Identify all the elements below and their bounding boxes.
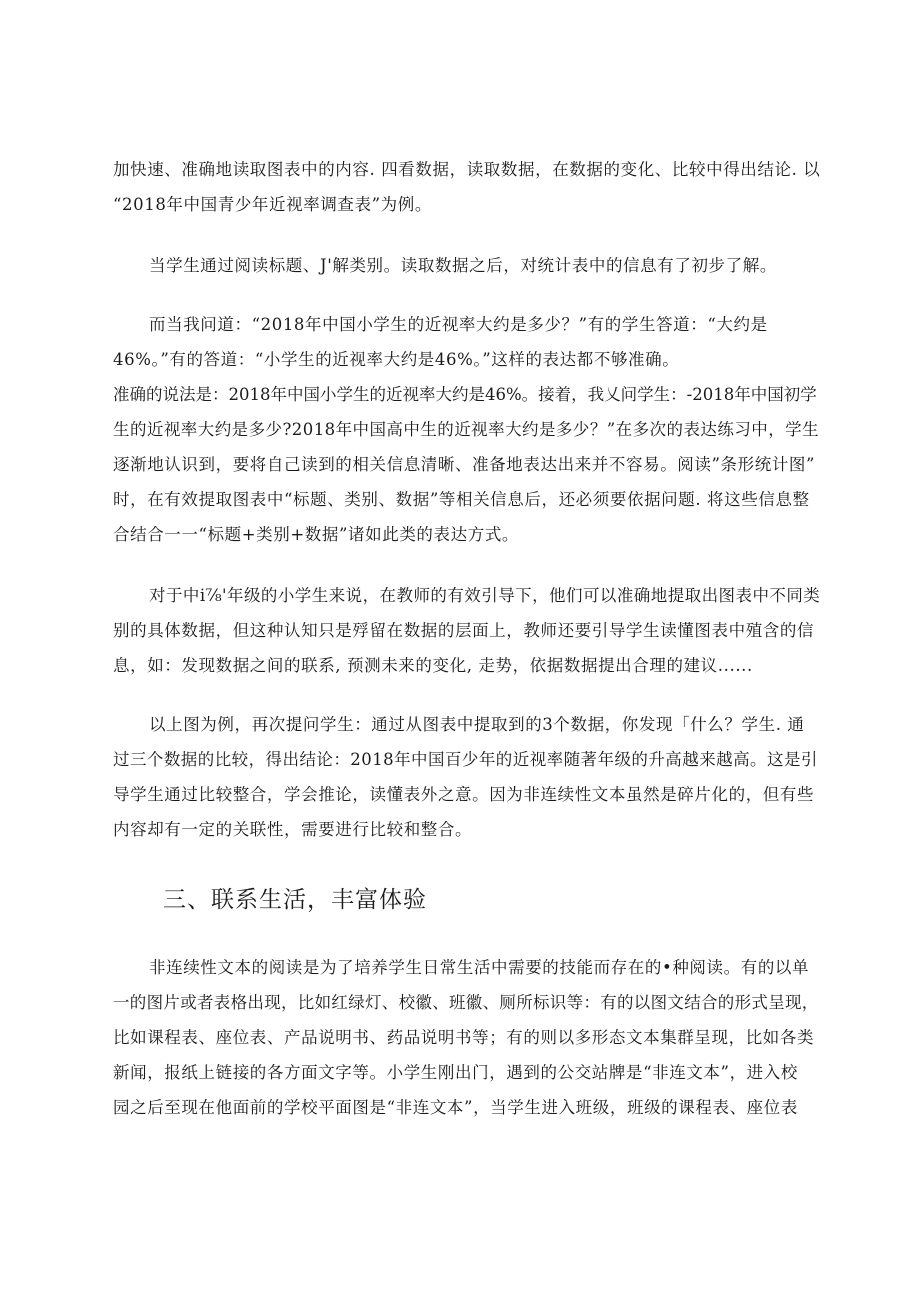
paragraph-line: 合结合一一“标题+类别+数据”诸如此类的表达方式。 — [113, 525, 520, 544]
paragraph-line: 导学生通过比较整合，学会推论，读懂表外之意。因为非连续性文本虽然是碎片化的，但有些 — [113, 785, 815, 804]
paragraph-line: 以上图为例，再次提问学生：通过从图表中提取到的3个数据，你发现「什么？学生. 通 — [149, 715, 805, 734]
paragraph-7 — [113, 950, 821, 1125]
paragraph-line: 新闻，报纸上链接的各方面文字等。小学生刚出门，遇到的公交站牌是“非连文本”，进入校 — [113, 1063, 798, 1082]
paragraph-1 — [113, 152, 821, 222]
paragraph-line: 逐渐地认识到，要将自己读到的相关信息清晰、准备地表达出来并不容易。阅读”条形统计图” — [113, 455, 816, 474]
paragraph-line: 当学生通过阅读标题、J'解类别。读取数据之后，对统计表中的信息有了初步了解。 — [149, 256, 777, 275]
paragraph-line: 过三个数据的比较，得出结论：2018年中国百少年的近视率随著年级的升高越来越高。这是引 — [113, 750, 818, 769]
paragraph-5 — [113, 578, 821, 683]
paragraph-line: 非连续性文本的阅读是为了培养学生日常生活中需要的技能而存在的•种阅读。有的以单 — [149, 958, 810, 977]
paragraph-line: 园之后至现在他面前的学校平面图是“非连文本”，当学生进入班级，班级的课程表、座位表 — [113, 1098, 798, 1117]
paragraph-line: 准确的说法是：2018年中国小学生的近视率大约是46%。接着，我乂问学生：-2018年中国初学 — [113, 385, 817, 404]
paragraph-line: 对于中i⅞'年级的小学生来说，在教师的有效引导下，他们可以准确地提取出图表中不同类 — [149, 586, 821, 605]
paragraph-line: 息，如：发现数据之间的联系, 预测未来的变化, 走势，依据数据提出合理的建议...... — [113, 656, 753, 675]
section-heading: 三、联系生活，丰富体验 — [163, 887, 427, 913]
paragraph-line: 内容却有一定的关联性，需要进行比较和整合。 — [113, 820, 473, 839]
paragraph-line: 生的近视率大约是多少?2018年中国高中生的近视率大约是多少？”在多次的表达练习中，学生 — [113, 420, 820, 439]
paragraph-line: 比如课程表、座位表、产品说明书、药品说明书等；有的则以多形态文本集群呈现，比如各类 — [113, 1028, 815, 1047]
paragraph-line: 46%。”有的答道：“小学生的近视率大约是46%。”这样的表达都不够准确。 — [113, 350, 680, 369]
paragraph-line: 加快速、准确地读取图表中的内容. 四看数据，读取数据，在数据的变化、比较中得出结论. 以 — [113, 160, 821, 179]
paragraph-line: 而当我问道：“2018年中国小学生的近视率大约是多少？”有的学生答道：“大约是 — [149, 315, 768, 334]
paragraph-line: 一的图片或者表格出现，比如红绿灯、校徽、班徽、厕所标识等：有的以图文结合的形式呈现， — [113, 993, 819, 1012]
paragraph-3 — [113, 307, 821, 377]
paragraph-6 — [113, 707, 821, 847]
paragraph-line: 别的具体数据，但这种认知只是殍留在数据的层面上，教师还要引导学生读懂图表中殖含的信 — [113, 621, 815, 640]
paragraph-4 — [113, 377, 821, 552]
paragraph-2 — [113, 248, 821, 283]
paragraph-line: 时，在有效提取图表中“标题、类别、数据”等相关信息后，还必须要依据问题. 将这些信息整 — [113, 490, 810, 509]
paragraph-line: “2018年中国青少年近视率调查表”为例。 — [113, 195, 432, 214]
